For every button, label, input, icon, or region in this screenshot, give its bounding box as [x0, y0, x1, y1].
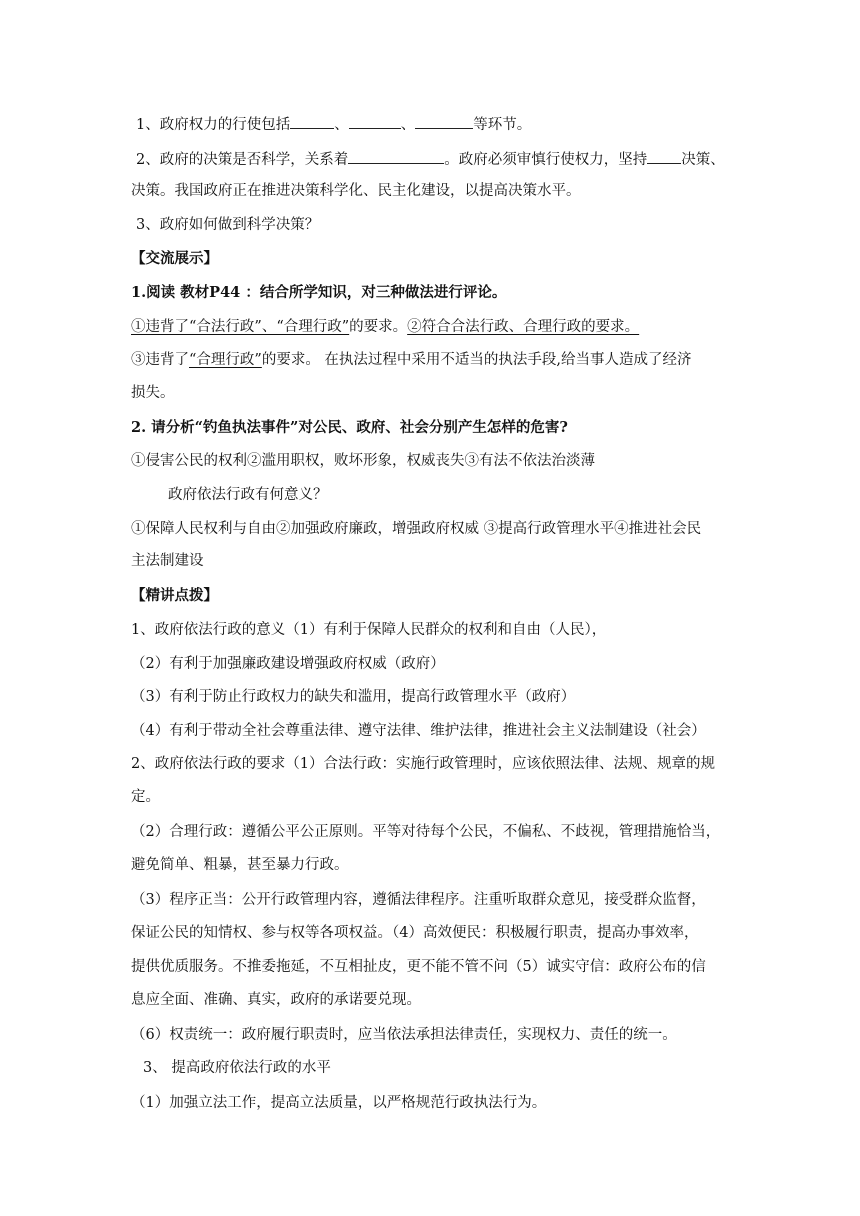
lecture-line: （3）有利于防止行政权力的缺失和滥用，提高行政管理水平（政府） [131, 689, 576, 705]
exchange-answer-1-line3: 损失。 [131, 385, 175, 401]
separator: 、 [334, 117, 349, 133]
answer-text: ③违背了 [131, 352, 189, 368]
section-heading-exchange: 【交流展示】 [131, 250, 218, 267]
lecture-line: （1）加强立法工作，提高立法质量，以严格规范行政执法行为。 [131, 1095, 547, 1111]
lecture-line: 保证公民的知情权、参与权等各项权益。（4）高效便民：积极履行职责，提高办事效率， [131, 925, 699, 941]
lecture-line: 2、政府依法行政的要求（1）合法行政：实施行政管理时，应该依照法律、法规、规章的规 [131, 756, 715, 772]
answer-text: 的要求。 [349, 319, 408, 335]
fill-q1-text: 1、政府权力的行使包括 [136, 117, 291, 133]
lecture-line: （2）合理行政：遵循公平公正原则。平等对待每个公民，不偏私、不歧视，管理措施恰当， [131, 824, 721, 840]
exchange-question-3: 政府依法行政有何意义？ [168, 487, 328, 503]
lecture-line: （2）有利于加强廉政建设增强政府权威（政府） [131, 656, 445, 672]
lecture-line: （6）权责统一：政府履行职责时，应当依法承担法律责任，实现权力、责任的统一。 [131, 1027, 677, 1043]
fill-question-3: 3、政府如何做到科学决策？ [136, 217, 320, 233]
answer-text: 的要求。 在执法过程中采用不适当的执法手段,给当事人造成了经济 [261, 352, 692, 368]
answer-blank[interactable] [415, 113, 473, 129]
exchange-question-1: 1.阅读 教材P44 ：结合所学知识，对三种做法进行评论。 [131, 284, 507, 301]
underlined-text: ①违背了“合法行政”、“合理行政” [131, 319, 350, 335]
lecture-line: 提供优质服务。不推委拖延，不互相扯皮，更不能不管不问（5）诚实守信：政府公布的信 [131, 959, 706, 975]
section-heading-lecture: 【精讲点拨】 [131, 587, 218, 604]
underlined-text: ②符合合法行政、合理行政的要求。 [407, 319, 640, 335]
lecture-line: 3、 提高政府依法行政的水平 [143, 1060, 331, 1076]
underlined-text: “合理行政” [189, 352, 262, 368]
exchange-answer-1-line2 [131, 350, 692, 370]
lecture-line: （3）程序正当：公开行政管理内容，遵循法律程序。注重听取群众意见，接受群众监督， [131, 892, 706, 908]
fill-question-1 [136, 113, 531, 135]
fill-q2-middle: 。政府必须审慎行使权力，坚持 [444, 152, 648, 168]
fill-q1-suffix: 等环节。 [473, 117, 532, 133]
exchange-answer-1-line1 [131, 317, 639, 337]
fill-question-2 [136, 148, 725, 170]
lecture-line: 避免简单、粗暴，甚至暴力行政。 [131, 857, 349, 873]
answer-blank[interactable] [647, 148, 681, 164]
exchange-question-2: 2. 请分析“钓鱼执法事件”对公民、政府、社会分别产生怎样的危害? [131, 419, 568, 436]
answer-blank[interactable] [349, 113, 401, 129]
separator: 、 [400, 117, 416, 133]
fill-q2-text: 2、政府的决策是否科学，关系着 [136, 152, 349, 168]
lecture-line: 定。 [131, 789, 160, 805]
fill-question-2-cont: 决策。我国政府正在推进决策科学化、民主化建设，以提高决策水平。 [131, 183, 581, 199]
exchange-answer-3-line2: 主法制建设 [131, 553, 204, 569]
answer-blank[interactable] [348, 148, 444, 164]
answer-blank[interactable] [290, 113, 334, 129]
exchange-answer-3-line1: ①保障人民权利与自由②加强政府廉政，增强政府权威 ③提高行政管理水平④推进社会民 [131, 521, 702, 537]
lecture-line: 1、政府依法行政的意义（1）有利于保障人民群众的权利和自由（人民）， [131, 622, 607, 638]
lecture-line: （4）有利于带动全社会尊重法律、遵守法律、维护法律，推进社会主义法制建设（社会） [131, 723, 706, 739]
lecture-line: 息应全面、准确、真实，政府的承诺要兑现。 [131, 992, 421, 1008]
fill-q2-suffix: 决策、 [681, 152, 725, 168]
exchange-answer-2: ①侵害公民的权利②滥用职权，败坏形象，权威丧失③有法不依法治淡薄 [131, 453, 595, 469]
